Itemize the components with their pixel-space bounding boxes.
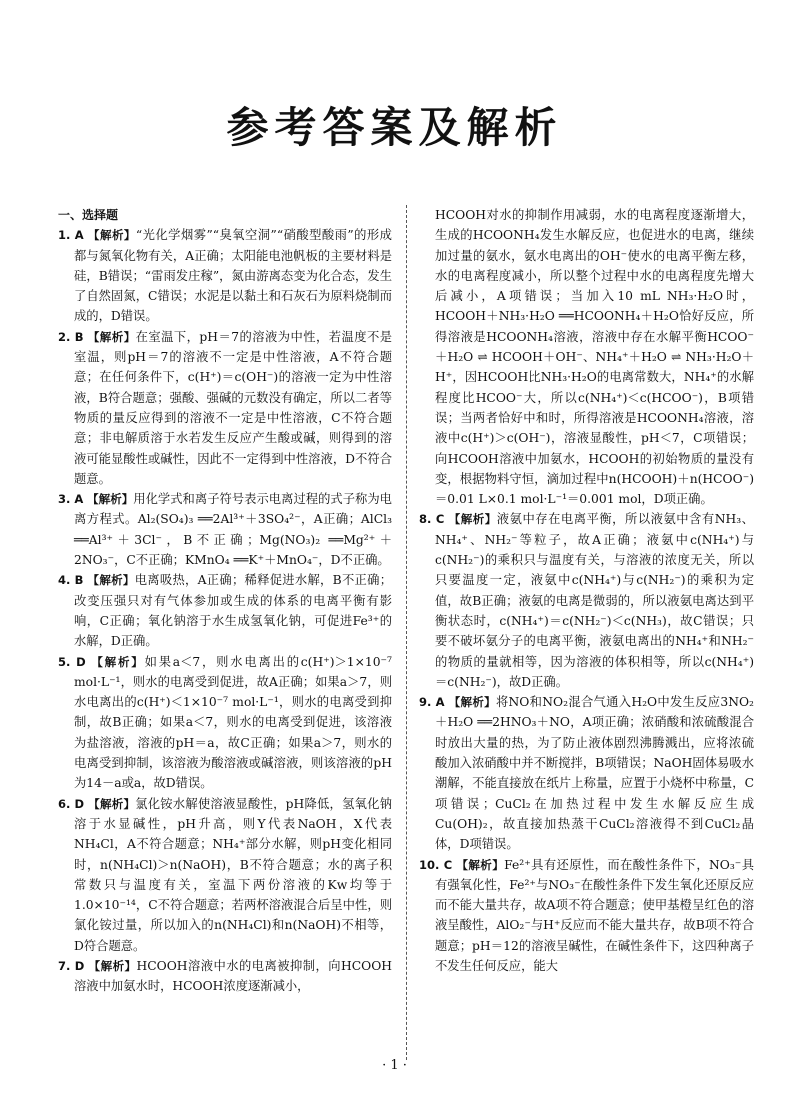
explanation-text: 电离吸热，A正确；稀释促进水解，B不正确；改变压强只对有气体参加或生成的体系的电离平衡有影响，C正确；氧化钠溶于水生成氢氧化钠，可促进Fe³⁺的水解，D正确。 (74, 573, 392, 649)
question-number: 4. (58, 573, 71, 588)
answer-letter: C (435, 512, 445, 527)
answer-letter: C (443, 857, 453, 872)
analysis-tag: 【解析】 (87, 492, 134, 507)
explanation-text: 氯化铵水解使溶液显酸性，pH降低，氢氧化钠溶于水显碱性，pH升高，则Y代表NaOH，X代表NH₄Cl，A不符合题意；NH₄⁺部分水解，则pH变化相同时，n(NH₄Cl)＞n(NaOH)，B不符合题意；水的离子积常数只与温度有关，室温下两份溶液的Kw均等于1.0×10⁻¹⁴，C不符合题意；若两杯溶液混合后呈中性，则氯化铵过量，所以加入的n(NH₄Cl)和n(NaOH)不相等，D符合题意。 (74, 796, 392, 953)
question-number: 9. (419, 695, 432, 710)
analysis-tag: 【解析】 (88, 796, 136, 811)
analysis-tag: 【解析】 (91, 654, 145, 669)
explanation-text: 液氨中存在电离平衡，所以液氨中含有NH₃、NH₄⁺、NH₂⁻等粒子，故A正确；液氨中c(NH₄⁺)与c(NH₂⁻)的乘积只与温度有关，与溶液的浓度无关，所以只要温度一定，液氨中c(NH₄⁺)与c(NH₂⁻)的乘积为定值，故B正确；液氨的电离是微弱的，所以液氨电离达到平衡状态时，c(NH₄⁺)＝c(NH₂⁻)＜c(NH₃)，故C错误；只要不破坏氨分子的电离平衡，液氨电离出的NH₄⁺和NH₂⁻的物质的量就相等，因为溶液的体积相等，所以c(NH₄⁺)＝c(NH₂⁻)，故D正确。 (435, 512, 754, 689)
question-item (58, 327, 392, 489)
explanation-text: 将NO和NO₂混合气通入H₂O中发生反应3NO₂＋H₂O ══2HNO₃＋NO，A项正确；浓硝酸和浓硫酸混合时放出大量的热，为了防止液体剧烈沸腾溅出，应将浓硫酸加入浓硝酸中并不断搅拌，B项错误；NaOH固体易吸水潮解，不能直接放在纸片上称量，应置于小烧杯中称量，C项错误；CuCl₂在加热过程中发生水解反应生成Cu(OH)₂，故直接加热蒸干CuCl₂溶液得不到CuCl₂晶体，D项错误。 (435, 695, 754, 852)
answer-letter: D (74, 958, 85, 973)
answer-letter: A (435, 695, 445, 710)
question-item (419, 855, 754, 977)
explanation-text: HCOOH溶液中水的电离被抑制，向HCOOH溶液中加氨水时，HCOOH浓度逐渐减小， (74, 958, 393, 994)
question-item (419, 509, 754, 692)
answer-letter: A (74, 492, 84, 507)
explanation-text: Fe²⁺具有还原性，而在酸性条件下，NO₃⁻具有强氧化性，Fe²⁺与NO₃⁻在酸性条件下发生氧化还原反应而不能大量共存，故A项不符合题意；使甲基橙呈红色的溶液呈酸性，AlO₂⁻与H⁺反应而不能大量共存，故B项不符合题意；pH＝12的溶液呈碱性，在碱性条件下，这四种离子不发生任何反应，能大 (435, 857, 754, 973)
analysis-tag: 【解析】 (87, 573, 135, 588)
question-number: 7. (58, 958, 71, 973)
answer-letter: D (76, 654, 86, 669)
answer-letter: A (74, 228, 84, 243)
question-number: 2. (58, 329, 71, 344)
question-number: 5. (58, 654, 71, 669)
analysis-tag: 【解析】 (88, 958, 137, 973)
analysis-tag: 【解析】 (448, 512, 497, 527)
answer-letter: D (74, 796, 85, 811)
question-item (58, 652, 392, 794)
question-item (58, 956, 392, 997)
question-number: 3. (58, 492, 71, 507)
page-number: · 1 · (382, 1058, 407, 1073)
analysis-tag: 【解析】 (88, 228, 136, 243)
question-number: 8. (419, 512, 432, 527)
question-item (58, 794, 392, 956)
explanation-text: HCOOH对水的抑制作用减弱，水的电离程度逐渐增大，生成的HCOONH₄发生水解反应，也促进水的电离，继续加过量的氨水，氨水电离出的OH⁻使水的电离平衡左移，水的电离程度减小，所以整个过程中水的电离程度先增大后减小，A项错误；当加入10 mL NH₃·H₂O时，HCOOH＋NH₃·H₂O ══HCOONH₄＋H₂O恰好反应，所得溶液是HCOONH₄溶液，溶液中存在水解平衡HCOO⁻＋H₂O ⇌ HCOOH＋OH⁻、NH₄⁺＋H₂O ⇌ NH₃·H₂O＋H⁺，因HCOOH比NH₃·H₂O的电离常数大，NH₄⁺的水解程度比HCOO⁻大，所以c(NH₄⁺)＜c(HCOO⁻)，B项错误；当两者恰好中和时，所得溶液是HCOONH₄溶液，溶液中c(H⁺)＞c(OH⁻)，溶液显酸性，pH＜7，C项错误；向HCOOH溶液中加氨水，HCOOH的初始物质的量没有变，根据物料守恒，滴加过程中n(HCOOH)＋n(HCOO⁻)＝0.01 L×0.1 mol·L⁻¹＝0.001 mol，D项正确。 (435, 208, 754, 507)
explanation-text: 如果a＜7，则水电离出的c(H⁺)＞1×10⁻⁷ mol·L⁻¹，则水的电离受到促进，故A正确；如果a＞7，则水电离出的c(H⁺)＜1×10⁻⁷ mol·L⁻¹，则水的电离受到抑制，故B正确；如果a＜7，则水的电离受到促进，该溶液为盐溶液，溶液的pH＝a，故C正确；如果a＞7，则水的电离受到抑制，该溶液为酸溶液或碱溶液，则该溶液的pH为14－a或a，故D错误。 (74, 654, 392, 791)
analysis-tag: 【解析】 (448, 695, 496, 710)
page-title: 参考答案及解析 (226, 103, 563, 152)
explanation-text: “光化学烟雾”“臭氧空洞”“硝酸型酸雨”的形成都与氮氧化物有关，A正确；太阳能电池帆板的主要材料是硅，B错误；“雷雨发庄稼”，氮由游离态变为化合态，发生了自然固氮，C错误；水泥是以黏土和石灰石为原料烧制而成的，D错误。 (74, 228, 392, 324)
analysis-tag: 【解析】 (87, 329, 136, 344)
question-item (419, 692, 754, 854)
question-item (58, 225, 392, 326)
question-number: 6. (58, 796, 71, 811)
analysis-tag: 【解析】 (456, 857, 505, 872)
explanation-text: 在室温下，pH＝7的溶液为中性，若温度不是室温，则pH＝7的溶液不一定是中性溶液，A不符合题意；在任何条件下，c(H⁺)＝c(OH⁻)的溶液一定为中性溶液，B符合题意；强酸、强碱的元数没有确定，所以二者等物质的量反应得到的溶液不一定是中性溶液，C不符合题意；非电解质溶于水若发生反应产生酸或碱，则得到的溶液可能显酸性或碱性，因此不一定得到中性溶液，D不符合题意。 (74, 329, 392, 486)
explanation-text: 用化学式和离子符号表示电离过程的式子称为电离方程式。Al₂(SO₄)₃ ══2Al³⁺＋3SO₄²⁻，A正确；AlCl₃ ══Al³⁺＋3Cl⁻，B不正确；Mg(NO₃)₂ ══Mg²⁺＋2NO₃⁻，C不正确；KMnO₄ ══K⁺＋MnO₄⁻，D不正确。 (74, 492, 392, 568)
question-number: 1. (58, 228, 71, 243)
question-number: 10. (419, 857, 440, 872)
left-column (58, 205, 392, 997)
question-item (58, 570, 392, 651)
question-item (58, 489, 392, 570)
right-column (419, 205, 754, 976)
answer-letter: B (74, 329, 84, 344)
column-divider (406, 205, 407, 1060)
question-continuation (419, 205, 754, 509)
section-heading: 一、选择题 (58, 208, 119, 222)
answer-letter: B (74, 573, 84, 588)
